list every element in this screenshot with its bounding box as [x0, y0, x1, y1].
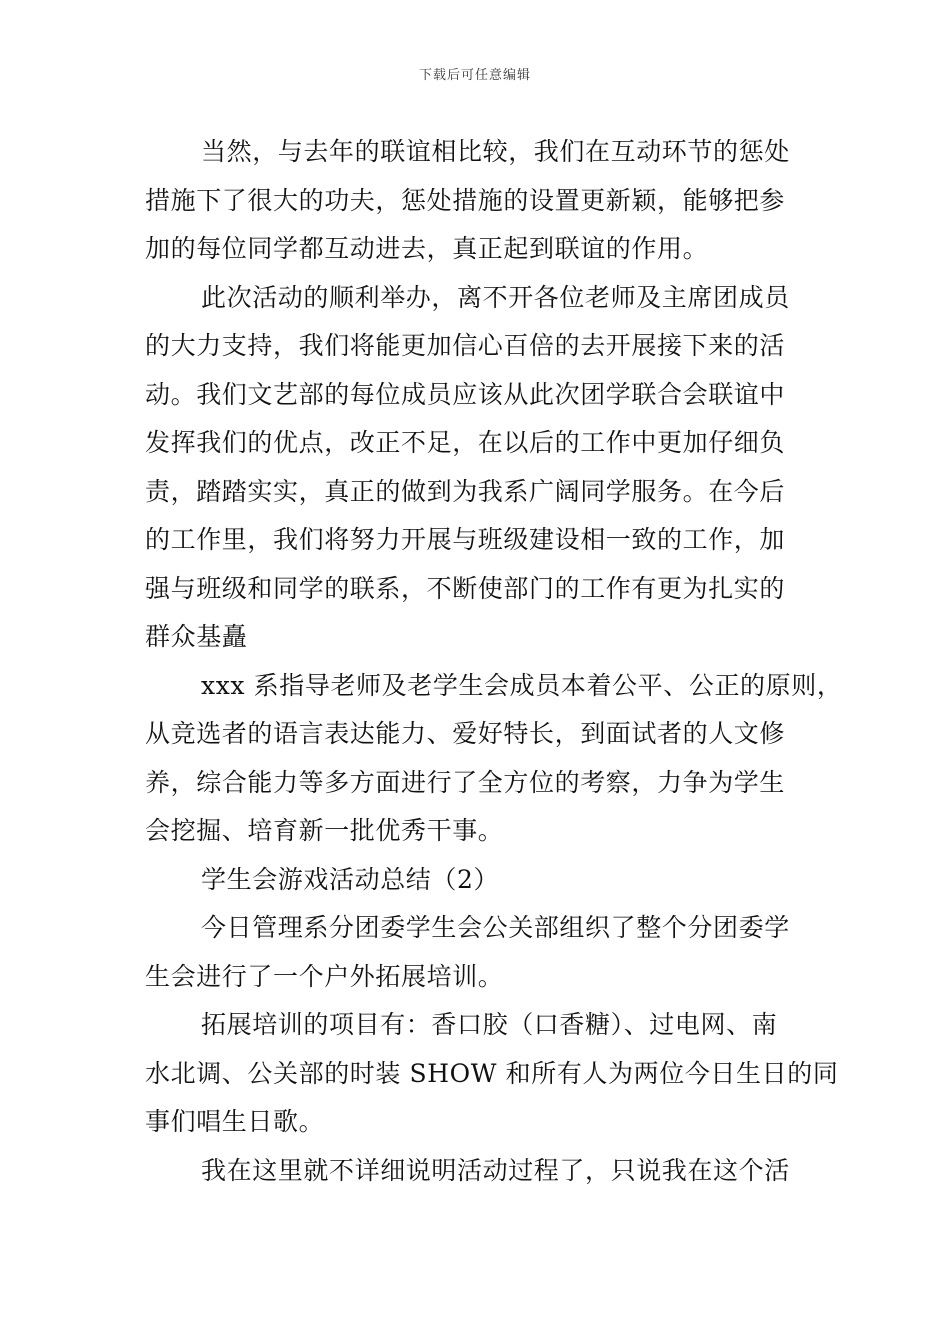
text-line: 加的每位同学都互动进去，真正起到联谊的作用。: [145, 234, 709, 263]
text-line: 的工作里，我们将努力开展与班级建设相一致的工作，加: [145, 525, 786, 554]
text-line: 养，综合能力等多方面进行了全方位的考察，力争为学生: [145, 767, 786, 797]
text-line: 当然，与去年的联谊相比较，我们在互动环节的惩处: [201, 137, 790, 166]
section-heading: 学生会游戏活动总结（2）: [201, 864, 500, 894]
text-line: 生会进行了一个户外拓展培训。: [145, 961, 504, 991]
text-line: 动。我们文艺部的每位成员应该从此次团学联合会联谊中: [145, 379, 786, 409]
text-line: 水北调、公关部的时装 SHOW 和所有人为两位今日生日的同: [145, 1058, 839, 1088]
text-line: 此次活动的顺利举办，离不开各位老师及主席团成员: [201, 282, 790, 312]
text-line: 会挖掘、培育新一批优秀干事。: [145, 816, 504, 845]
page-header: 下载后可任意编辑: [418, 68, 531, 83]
text-line: 发挥我们的优点，改正不足，在以后的工作中更加仔细负: [145, 428, 786, 457]
text-line: 事们唱生日歌。: [145, 1107, 325, 1136]
document-body: [145, 128, 843, 1195]
text-line: 我在这里就不详细说明活动过程了，只说我在这个活: [201, 1155, 790, 1185]
text-line: 强与班级和同学的联系，不断使部门的工作有更为扎实的: [145, 573, 786, 603]
text-line: 措施下了很大的功夫，惩处措施的设置更新颖，能够把参: [145, 185, 786, 215]
text-line: 今日管理系分团委学生会公关部组织了整个分团委学: [201, 913, 790, 942]
text-line: 从竞选者的语言表达能力、爱好特长，到面试者的人文修: [145, 719, 786, 748]
text-line: 拓展培训的项目有：香口胶（口香糖）、过电网、南: [201, 1010, 778, 1039]
text-line: 群众基矗: [145, 622, 248, 651]
text-line: 的大力支持，我们将能更加信心百倍的去开展接下来的活: [145, 331, 786, 360]
text-line: 责，踏踏实实，真正的做到为我系广阔同学服务。在今后: [145, 476, 786, 506]
text-line: xxx 系指导老师及老学生会成员本着公平、公正的原则，: [201, 670, 843, 700]
